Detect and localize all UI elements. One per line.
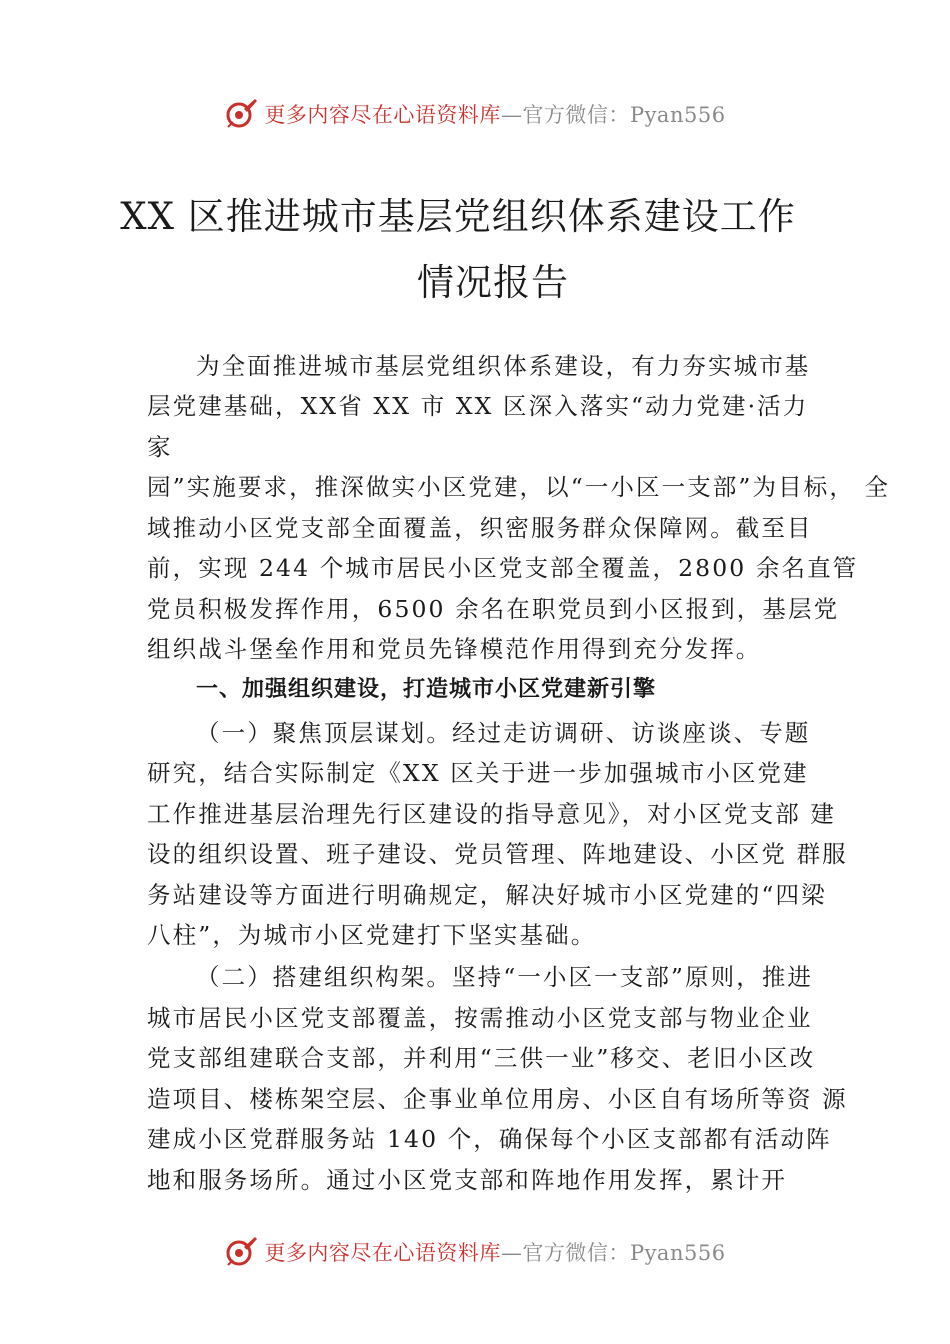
footer-banner-text-red: 更多内容尽在心语资料库 bbox=[264, 1241, 501, 1265]
pen-logo-icon bbox=[224, 1235, 258, 1269]
body-line: 党员积极发挥作用，6500 余名在职党员到小区报到，基层党 bbox=[147, 595, 840, 623]
pen-logo-icon bbox=[224, 97, 258, 131]
body-line: （一）聚焦顶层谋划。经过走访调研、访谈座谈、专题 bbox=[196, 719, 811, 747]
section-heading: 一、加强组织建设，打造城市小区党建新引擎 bbox=[196, 677, 657, 702]
body-line: 党支部组建联合支部，并利用“三供一业”移交、老旧小区改 bbox=[147, 1044, 816, 1072]
banner-text-gray: —官方微信： bbox=[500, 103, 630, 127]
body-line: 层党建基础，XX省 XX 市 XX 区深入落实“动力党建·活力 bbox=[147, 392, 809, 420]
header-banner bbox=[0, 94, 950, 134]
banner-text bbox=[264, 99, 725, 129]
body-line: 城市居民小区党支部覆盖，按需推动小区党支部与物业企业 bbox=[147, 1004, 813, 1032]
footer-banner bbox=[0, 1232, 950, 1272]
body-line: 建成小区党群服务站 140 个，确保每个小区支部都有活动阵 bbox=[147, 1125, 832, 1153]
document-title-line-2: 情况报告 bbox=[417, 261, 569, 304]
body-line: 设的组织设置、班子建设、党员管理、阵地建设、小区党 群服 bbox=[147, 840, 848, 868]
document-title-line-1: XX 区推进城市基层党组织体系建设工作 bbox=[120, 195, 796, 238]
banner-text-red: 更多内容尽在心语资料库 bbox=[264, 103, 501, 127]
footer-banner-text-gray: —官方微信： bbox=[500, 1241, 630, 1265]
body-line: 造项目、楼栋架空层、企事业单位用房、小区自有场所等资 源 bbox=[147, 1085, 848, 1113]
footer-banner-wechat-id: Pyan556 bbox=[629, 1241, 726, 1265]
body-line: 为全面推进城市基层党组织体系建设，有力夯实城市基 bbox=[196, 352, 811, 380]
body-line: （二）搭建组织构架。坚持“一小区一支部”原则，推进 bbox=[196, 963, 814, 991]
body-line: 八柱”，为城市小区党建打下坚实基础。 bbox=[147, 921, 597, 949]
body-line: 研究，结合实际制定《XX 区关于进一步加强城市小区党建 bbox=[147, 759, 809, 787]
body-line: 域推动小区党支部全面覆盖，织密服务群众保障网。截至目 bbox=[147, 514, 813, 542]
body-line: 家 bbox=[147, 433, 173, 461]
footer-banner-text bbox=[264, 1237, 725, 1267]
body-line: 地和服务场所。通过小区党支部和阵地作用发挥，累计开 bbox=[147, 1166, 787, 1194]
body-line: 务站建设等方面进行明确规定，解决好城市小区党建的“四梁 bbox=[147, 881, 827, 909]
banner-wechat-id: Pyan556 bbox=[629, 103, 726, 127]
body-line: 园”实施要求，推深做实小区党建，以“一小区一支部”为目标， 全 bbox=[147, 473, 891, 501]
body-line: 组织战斗堡垒作用和党员先锋模范作用得到充分发挥。 bbox=[147, 635, 762, 663]
body-line: 工作推进基层治理先行区建设的指导意见》，对小区党支部 建 bbox=[147, 800, 837, 828]
body-line: 前，实现 244 个城市居民小区党支部全覆盖，2800 余名直管 bbox=[147, 554, 859, 582]
